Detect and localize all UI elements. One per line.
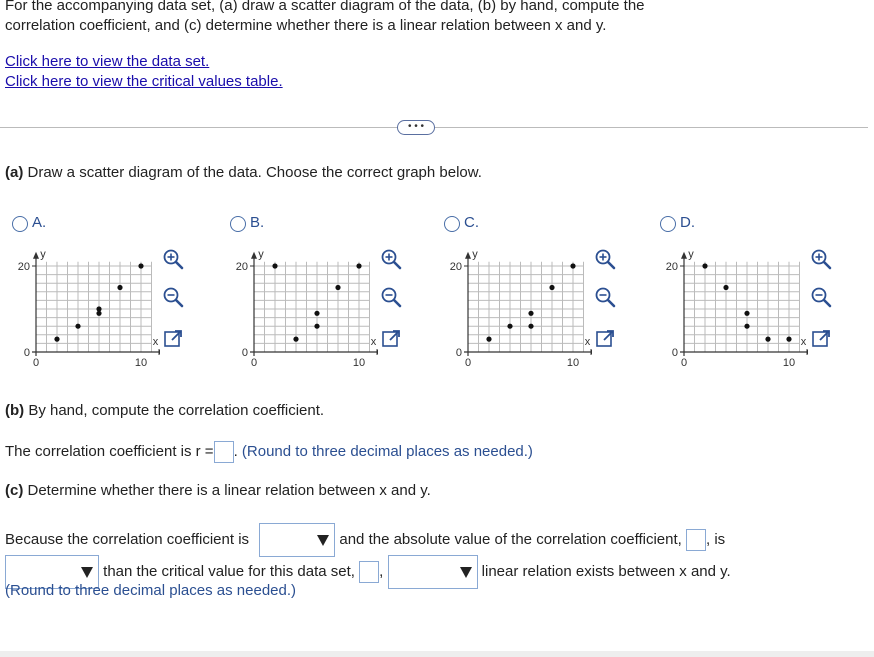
comma-text: ,	[379, 562, 384, 580]
data-point	[138, 263, 143, 268]
data-point	[744, 324, 749, 329]
y-tick-label: 0	[671, 347, 678, 359]
y-axis-label: y	[40, 248, 46, 261]
graph-options	[0, 212, 874, 382]
data-point	[117, 285, 122, 290]
x-axis-label: x	[584, 336, 591, 348]
correlation-sign-dropdown[interactable]	[259, 523, 335, 557]
y-axis-label: y	[258, 248, 264, 261]
is-text: , is	[706, 530, 726, 548]
zoom-out-icon[interactable]	[594, 286, 616, 308]
scatter-plot	[0, 234, 160, 384]
abs-correlation-input[interactable]	[686, 529, 706, 551]
option-b	[218, 212, 433, 382]
expand-icon[interactable]	[380, 328, 402, 350]
zoom-out-icon[interactable]	[380, 286, 402, 308]
data-point	[293, 337, 298, 342]
x-tick-label: 0	[464, 357, 472, 369]
and-abs-text: and the absolute value of the correlation coefficient,	[339, 530, 682, 548]
y-tick-label: 0	[23, 347, 30, 359]
y-tick-label: 20	[665, 261, 678, 273]
expand-icon[interactable]	[594, 328, 616, 350]
option-label: B.	[250, 214, 265, 231]
x-tick-label: 10	[782, 357, 796, 369]
view-data-set-link[interactable]: Click here to view the data set.	[5, 53, 210, 70]
y-tick-label: 0	[241, 347, 248, 359]
chevron-down-icon	[317, 535, 329, 546]
data-point	[528, 324, 533, 329]
y-tick-label: 20	[235, 261, 248, 273]
option-radio[interactable]	[444, 216, 460, 232]
data-point	[528, 311, 533, 316]
data-point	[335, 285, 340, 290]
because-text: Because the correlation coefficient is	[5, 530, 250, 548]
part-a-prompt	[5, 164, 482, 181]
correlation-input[interactable]	[214, 441, 234, 463]
problem-line-2: correlation coefficient, and (c) determine whether there is a linear relation between x and y.	[5, 17, 607, 34]
option-label: D.	[680, 214, 695, 231]
scatter-plot	[432, 234, 592, 384]
correlation-answer-line	[5, 441, 533, 463]
because-line	[5, 523, 725, 557]
data-point	[314, 311, 319, 316]
x-tick-label: 0	[32, 357, 40, 369]
option-radio[interactable]	[12, 216, 28, 232]
option-d	[648, 212, 863, 382]
zoom-in-icon[interactable]	[162, 248, 184, 270]
bottom-bar	[0, 651, 874, 657]
option-label: C.	[464, 214, 479, 231]
zoom-in-icon[interactable]	[594, 248, 616, 270]
part-a-prefix: (a)	[5, 164, 24, 181]
x-tick-label: 0	[680, 357, 688, 369]
more-options-button[interactable]: • • •	[397, 120, 435, 135]
expand-icon[interactable]	[810, 328, 832, 350]
correlation-prefix: The correlation coefficient is r =	[5, 442, 214, 460]
data-point	[272, 263, 277, 268]
x-axis-label: x	[152, 336, 159, 348]
data-point	[786, 337, 791, 342]
data-point	[486, 337, 491, 342]
y-tick-label: 20	[17, 261, 30, 273]
data-point	[356, 263, 361, 268]
data-point	[507, 324, 512, 329]
than-text: than the critical value for this data set,	[103, 562, 355, 580]
x-tick-label: 10	[134, 357, 148, 369]
correlation-suffix: .	[233, 442, 242, 460]
x-tick-label: 10	[566, 357, 580, 369]
scatter-plot	[648, 234, 808, 384]
zoom-in-icon[interactable]	[810, 248, 832, 270]
x-tick-label: 0	[250, 357, 258, 369]
round-note-b: (Round to three decimal places as needed.)	[241, 442, 533, 460]
x-tick-label: 10	[352, 357, 366, 369]
x-axis-label: x	[370, 336, 377, 348]
zoom-in-icon[interactable]	[380, 248, 402, 270]
zoom-out-icon[interactable]	[810, 286, 832, 308]
y-tick-label: 0	[455, 347, 462, 359]
linear-relation-dropdown[interactable]	[388, 555, 478, 589]
part-a-text: Draw a scatter diagram of the data. Choose the correct graph below.	[23, 164, 482, 181]
data-point	[54, 337, 59, 342]
part-b-prefix: (b)	[5, 402, 25, 419]
option-radio[interactable]	[660, 216, 676, 232]
view-critical-values-link[interactable]: Click here to view the critical values table.	[5, 73, 283, 90]
data-point	[570, 263, 575, 268]
data-point	[765, 337, 770, 342]
expand-icon[interactable]	[162, 328, 184, 350]
option-label: A.	[32, 214, 47, 231]
problem-statement	[5, 0, 865, 36]
data-point	[723, 285, 728, 290]
data-point	[314, 324, 319, 329]
problem-line-1: For the accompanying data set, (a) draw a scatter diagram of the data, (b) by hand, compute the	[5, 0, 645, 14]
linear-text: linear relation exists between x and y.	[481, 562, 731, 580]
data-point	[75, 324, 80, 329]
y-tick-label: 20	[449, 261, 462, 273]
round-note-c: (Round to three decimal places as needed.)	[5, 582, 297, 599]
chevron-down-icon	[460, 567, 472, 578]
part-c-prefix: (c)	[5, 482, 24, 499]
option-c	[432, 212, 647, 382]
y-axis-label: y	[688, 248, 694, 261]
part-b-prompt	[5, 402, 324, 419]
y-axis-label: y	[472, 248, 478, 261]
part-c-text: Determine whether there is a linear relation between x and y.	[23, 482, 431, 499]
part-c-prompt	[5, 482, 431, 499]
data-point	[549, 285, 554, 290]
option-a	[0, 212, 215, 382]
zoom-out-icon[interactable]	[162, 286, 184, 308]
scatter-plot	[218, 234, 378, 384]
data-point	[96, 306, 101, 311]
chevron-down-icon	[81, 567, 93, 578]
data-point	[744, 311, 749, 316]
part-b-text: By hand, compute the correlation coefficient.	[24, 402, 325, 419]
x-axis-label: x	[800, 336, 807, 348]
option-radio[interactable]	[230, 216, 246, 232]
critical-value-input[interactable]	[359, 561, 379, 583]
data-point	[702, 263, 707, 268]
